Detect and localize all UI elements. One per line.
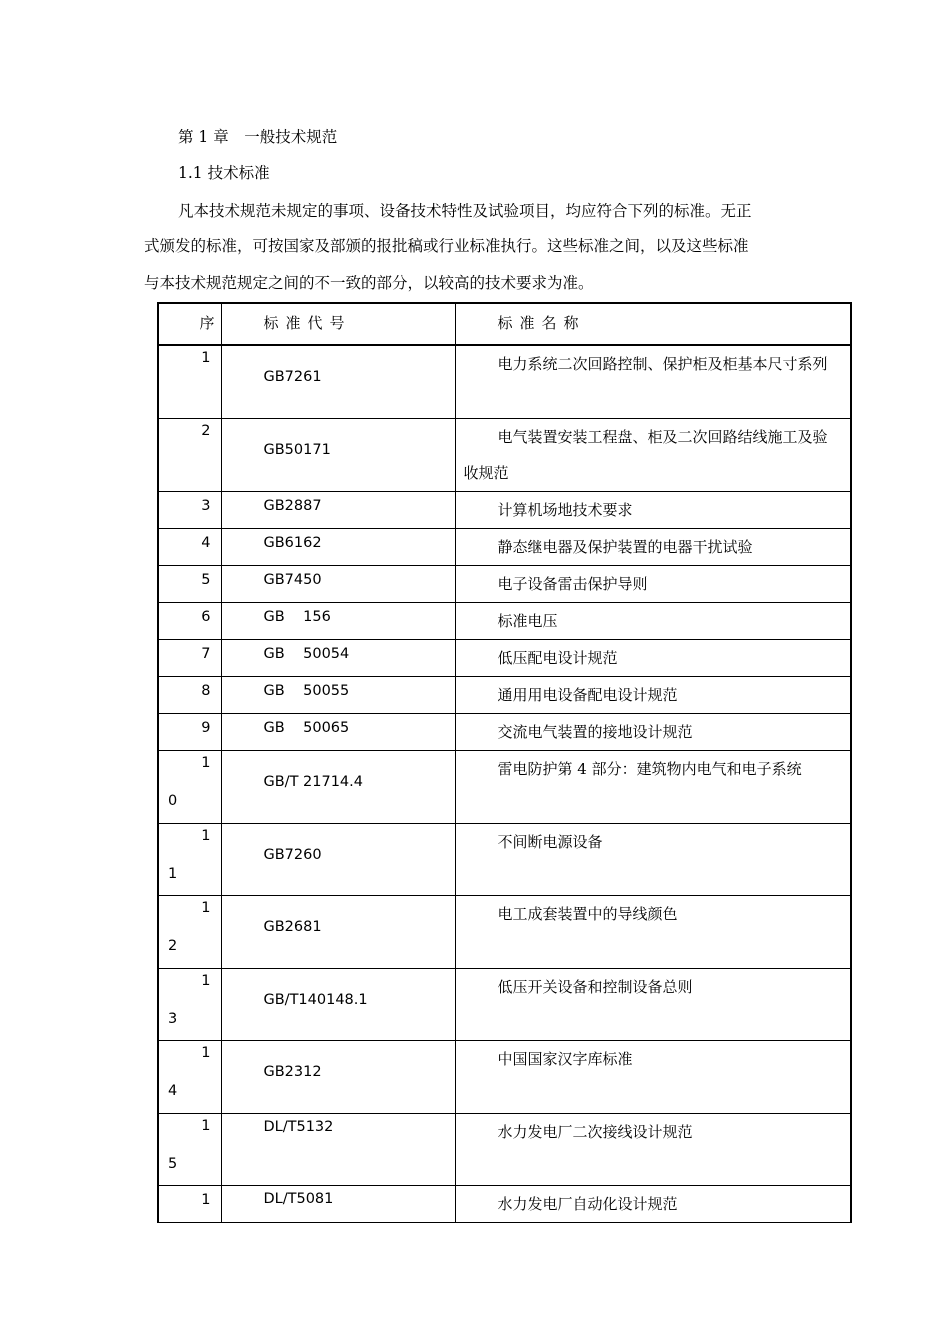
row-name: 交流电气装置的接地设计规范 bbox=[497, 723, 693, 741]
row-name: 不间断电源设备 bbox=[497, 833, 603, 851]
row-code-cell bbox=[221, 1041, 455, 1114]
row-seq: 1 bbox=[201, 1045, 211, 1061]
row-code: GB/T140148.1 bbox=[263, 992, 368, 1008]
row-seq-cell bbox=[158, 969, 221, 1041]
table-row bbox=[158, 492, 851, 529]
row-code-cell bbox=[221, 566, 455, 603]
paragraph-line-2: 式颁发的标准，可按国家及部颁的报批稿或行业标准执行。这些标准之间，以及这些标准 bbox=[144, 237, 749, 255]
table-row bbox=[158, 969, 851, 1041]
table-row bbox=[158, 345, 851, 419]
row-code-cell bbox=[221, 345, 455, 419]
row-name-cell bbox=[455, 345, 851, 419]
row-code-cell bbox=[221, 751, 455, 824]
row-seq: 1 bbox=[201, 350, 211, 366]
row-name: 电子设备雷击保护导则 bbox=[497, 575, 648, 593]
row-name-cell bbox=[455, 896, 851, 969]
row-name-cell bbox=[455, 492, 851, 529]
row-code: GB7261 bbox=[263, 369, 322, 385]
row-seq: 1 bbox=[201, 900, 211, 916]
row-seq: 2 bbox=[201, 423, 211, 439]
table-header-row bbox=[158, 303, 851, 345]
row-code: GB 50054 bbox=[263, 646, 350, 662]
row-code: GB6162 bbox=[263, 535, 322, 551]
row-seq-cell bbox=[158, 824, 221, 896]
row-seq-cell bbox=[158, 640, 221, 677]
row-seq-cell bbox=[158, 492, 221, 529]
row-code: GB7450 bbox=[263, 572, 322, 588]
row-name-cell bbox=[455, 824, 851, 896]
row-code: GB 50065 bbox=[263, 720, 350, 736]
table-row bbox=[158, 824, 851, 896]
table-row bbox=[158, 419, 851, 492]
section-heading: 1.1 技术标准 bbox=[178, 164, 270, 182]
row-name-cell bbox=[455, 603, 851, 640]
row-code-cell bbox=[221, 640, 455, 677]
row-name: 低压开关设备和控制设备总则 bbox=[497, 978, 693, 996]
row-name: 低压配电设计规范 bbox=[497, 649, 618, 667]
row-name: 中国国家汉字库标准 bbox=[497, 1050, 633, 1068]
row-seq: 6 bbox=[201, 609, 211, 625]
row-code-cell bbox=[221, 714, 455, 751]
row-code: GB7260 bbox=[263, 847, 322, 863]
row-name: 通用用电设备配电设计规范 bbox=[497, 686, 678, 704]
row-name-cell bbox=[455, 1114, 851, 1186]
row-seq-continued: 4 bbox=[168, 1083, 178, 1099]
row-seq-cell bbox=[158, 419, 221, 492]
row-code: GB2312 bbox=[263, 1064, 322, 1080]
standards-table bbox=[157, 302, 852, 1223]
row-code-cell bbox=[221, 603, 455, 640]
row-seq-continued: 2 bbox=[168, 938, 178, 954]
row-code-cell bbox=[221, 824, 455, 896]
table-row bbox=[158, 1041, 851, 1114]
row-code-cell bbox=[221, 492, 455, 529]
row-seq-cell bbox=[158, 566, 221, 603]
row-seq-continued: 5 bbox=[168, 1156, 178, 1172]
row-name-cell bbox=[455, 1186, 851, 1223]
table-row bbox=[158, 751, 851, 824]
row-seq: 1 bbox=[201, 1192, 211, 1208]
row-seq: 1 bbox=[201, 828, 211, 844]
paragraph-line-1: 凡本技术规范未规定的事项、设备技术特性及试验项目，均应符合下列的标准。无正 bbox=[178, 202, 752, 220]
row-seq: 7 bbox=[201, 646, 211, 662]
row-seq-cell bbox=[158, 896, 221, 969]
row-code: GB2887 bbox=[263, 498, 322, 514]
row-seq-cell bbox=[158, 1186, 221, 1223]
row-name-cell bbox=[455, 969, 851, 1041]
table-row bbox=[158, 640, 851, 677]
table-row bbox=[158, 1114, 851, 1186]
header-code: 标准代号 bbox=[221, 303, 455, 345]
row-name-cell bbox=[455, 529, 851, 566]
row-code: GB2681 bbox=[263, 919, 322, 935]
row-name: 雷电防护第 4 部分：建筑物内电气和电子系统 bbox=[497, 760, 802, 778]
row-name-cell bbox=[455, 751, 851, 824]
row-name: 静态继电器及保护装置的电器干扰试验 bbox=[497, 538, 753, 556]
chapter-heading: 第 1 章 一般技术规范 bbox=[178, 128, 338, 146]
row-seq-continued: 3 bbox=[168, 1011, 178, 1027]
header-name: 标准名称 bbox=[455, 303, 851, 345]
row-name-cell bbox=[455, 677, 851, 714]
row-code-cell bbox=[221, 419, 455, 492]
row-seq-cell bbox=[158, 677, 221, 714]
row-name-cell bbox=[455, 640, 851, 677]
row-code: DL/T5132 bbox=[263, 1119, 334, 1135]
table-row bbox=[158, 529, 851, 566]
row-code-cell bbox=[221, 896, 455, 969]
row-code-cell bbox=[221, 677, 455, 714]
row-seq-continued: 1 bbox=[168, 866, 178, 882]
row-seq: 1 bbox=[201, 973, 211, 989]
table-row bbox=[158, 896, 851, 969]
row-seq-cell bbox=[158, 714, 221, 751]
table-row bbox=[158, 714, 851, 751]
row-seq-continued: 0 bbox=[168, 793, 178, 809]
row-code-cell bbox=[221, 969, 455, 1041]
row-seq-cell bbox=[158, 1114, 221, 1186]
table-row bbox=[158, 603, 851, 640]
row-seq: 1 bbox=[201, 1118, 211, 1134]
row-seq: 1 bbox=[201, 755, 211, 771]
row-name-cell bbox=[455, 714, 851, 751]
table-row bbox=[158, 566, 851, 603]
row-name: 水力发电厂自动化设计规范 bbox=[497, 1195, 678, 1213]
row-seq-cell bbox=[158, 603, 221, 640]
row-name: 电工成套装置中的导线颜色 bbox=[497, 905, 678, 923]
row-name-cell bbox=[455, 1041, 851, 1114]
table-row bbox=[158, 1186, 851, 1223]
row-seq: 9 bbox=[201, 720, 211, 736]
row-code-cell bbox=[221, 1114, 455, 1186]
row-code-cell bbox=[221, 1186, 455, 1223]
row-code: GB 50055 bbox=[263, 683, 350, 699]
row-code: GB/T 21714.4 bbox=[263, 774, 363, 790]
row-seq: 3 bbox=[201, 498, 211, 514]
table-row bbox=[158, 677, 851, 714]
paragraph-line-3: 与本技术规范规定之间的不一致的部分，以较高的技术要求为准。 bbox=[144, 274, 594, 292]
row-seq: 8 bbox=[201, 683, 211, 699]
row-name: 电力系统二次回路控制、保护柜及柜基本尺寸系列 bbox=[497, 355, 828, 373]
row-name-cell bbox=[455, 419, 851, 492]
row-name: 电气装置安装工程盘、柜及二次回路结线施工及验收规范 bbox=[463, 428, 828, 482]
row-code: GB50171 bbox=[263, 442, 331, 458]
row-name: 标准电压 bbox=[497, 612, 558, 630]
row-seq-cell bbox=[158, 345, 221, 419]
row-code: DL/T5081 bbox=[263, 1191, 334, 1207]
header-seq: 序 bbox=[158, 303, 221, 345]
row-name-cell bbox=[455, 566, 851, 603]
row-seq-cell bbox=[158, 751, 221, 824]
row-seq-cell bbox=[158, 1041, 221, 1114]
row-code-cell bbox=[221, 529, 455, 566]
row-code: GB 156 bbox=[263, 609, 331, 625]
row-name: 水力发电厂二次接线设计规范 bbox=[497, 1123, 693, 1141]
row-seq: 5 bbox=[201, 572, 211, 588]
row-seq-cell bbox=[158, 529, 221, 566]
row-seq: 4 bbox=[201, 535, 211, 551]
row-name: 计算机场地技术要求 bbox=[497, 501, 633, 519]
